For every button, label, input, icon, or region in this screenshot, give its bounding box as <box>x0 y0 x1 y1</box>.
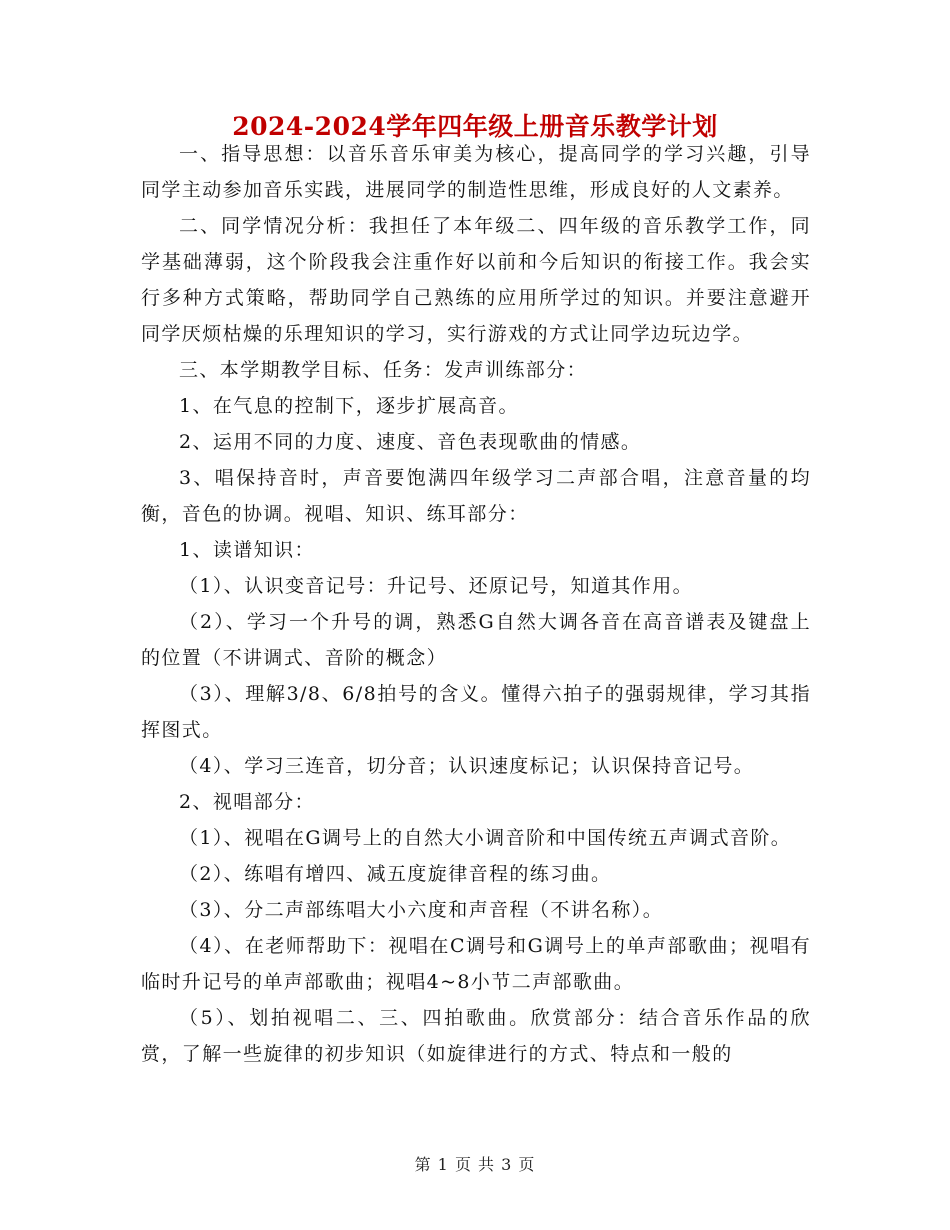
paragraph-item: 2、运用不同的力度、速度、音色表现歌曲的情感。 <box>179 431 642 453</box>
paragraph-item: （4）、学习三连音，切分音；认识速度标记；认识保持音记号。 <box>179 755 755 777</box>
paragraph-item: 1、读谱知识： <box>179 539 315 561</box>
paragraph-item: 1、在气息的控制下，逐步扩展高音。 <box>179 395 519 417</box>
paragraph-item: 2、视唱部分： <box>179 791 315 813</box>
paragraph-item: （2）、练唱有增四、减五度旋律音程的练习曲。 <box>179 863 612 885</box>
page-footer: 第 1 页 共 3 页 <box>414 1155 536 1174</box>
document-body <box>141 136 811 1072</box>
paragraph-item: （2）、学习一个升号的调，熟悉G自然大调各音在高音谱表及键盘上的位置（不讲调式、音阶的概念） <box>141 611 811 669</box>
paragraph-item: （3）、理解3/8、6/8拍号的含义。懂得六拍子的强弱规律，学习其指挥图式。 <box>141 683 811 741</box>
paragraph-item: （5）、划拍视唱二、三、四拍歌曲。欣赏部分：结合音乐作品的欣赏，了解一些旋律的初步知识（如旋律进行的方式、特点和一般的 <box>141 1007 811 1065</box>
paragraph-item: （4）、在老师帮助下：视唱在C调号和G调号上的单声部歌曲；视唱有临时升记号的单声部歌曲；视唱4~8小节二声部歌曲。 <box>141 935 811 993</box>
paragraph-teaching-goals: 三、本学期教学目标、任务：发声训练部分： <box>179 359 588 381</box>
paragraph-item: （3）、分二声部练唱大小六度和声音程（不讲名称）。 <box>179 899 664 921</box>
paragraph-item: （1）、视唱在G调号上的自然大小调音阶和中国传统五声调式音阶。 <box>179 827 792 849</box>
paragraph-item: 3、唱保持音时，声音要饱满四年级学习二声部合唱，注意音量的均衡，音色的协调。视唱、知识、练耳部分： <box>141 467 811 525</box>
paragraph-item: （1）、认识变音记号：升记号、还原记号，知道其作用。 <box>179 575 693 597</box>
paragraph-student-analysis: 二、同学情况分析：我担任了本年级二、四年级的音乐教学工作，同学基础薄弱，这个阶段我会注重作好以前和今后知识的衔接工作。我会实行多种方式策略，帮助同学自己熟练的应用所学过的知识。并要注意避开同学厌烦枯燥的乐理知识的学习，实行游戏的方式让同学边玩边学。 <box>141 215 811 345</box>
paragraph-guiding-ideology: 一、指导思想：以音乐音乐审美为核心，提高同学的学习兴趣，引导同学主动参加音乐实践，进展同学的制造性思维，形成良好的人文素养。 <box>141 143 811 201</box>
document-title: 2024-2024学年四年级上册音乐教学计划 <box>232 112 718 141</box>
